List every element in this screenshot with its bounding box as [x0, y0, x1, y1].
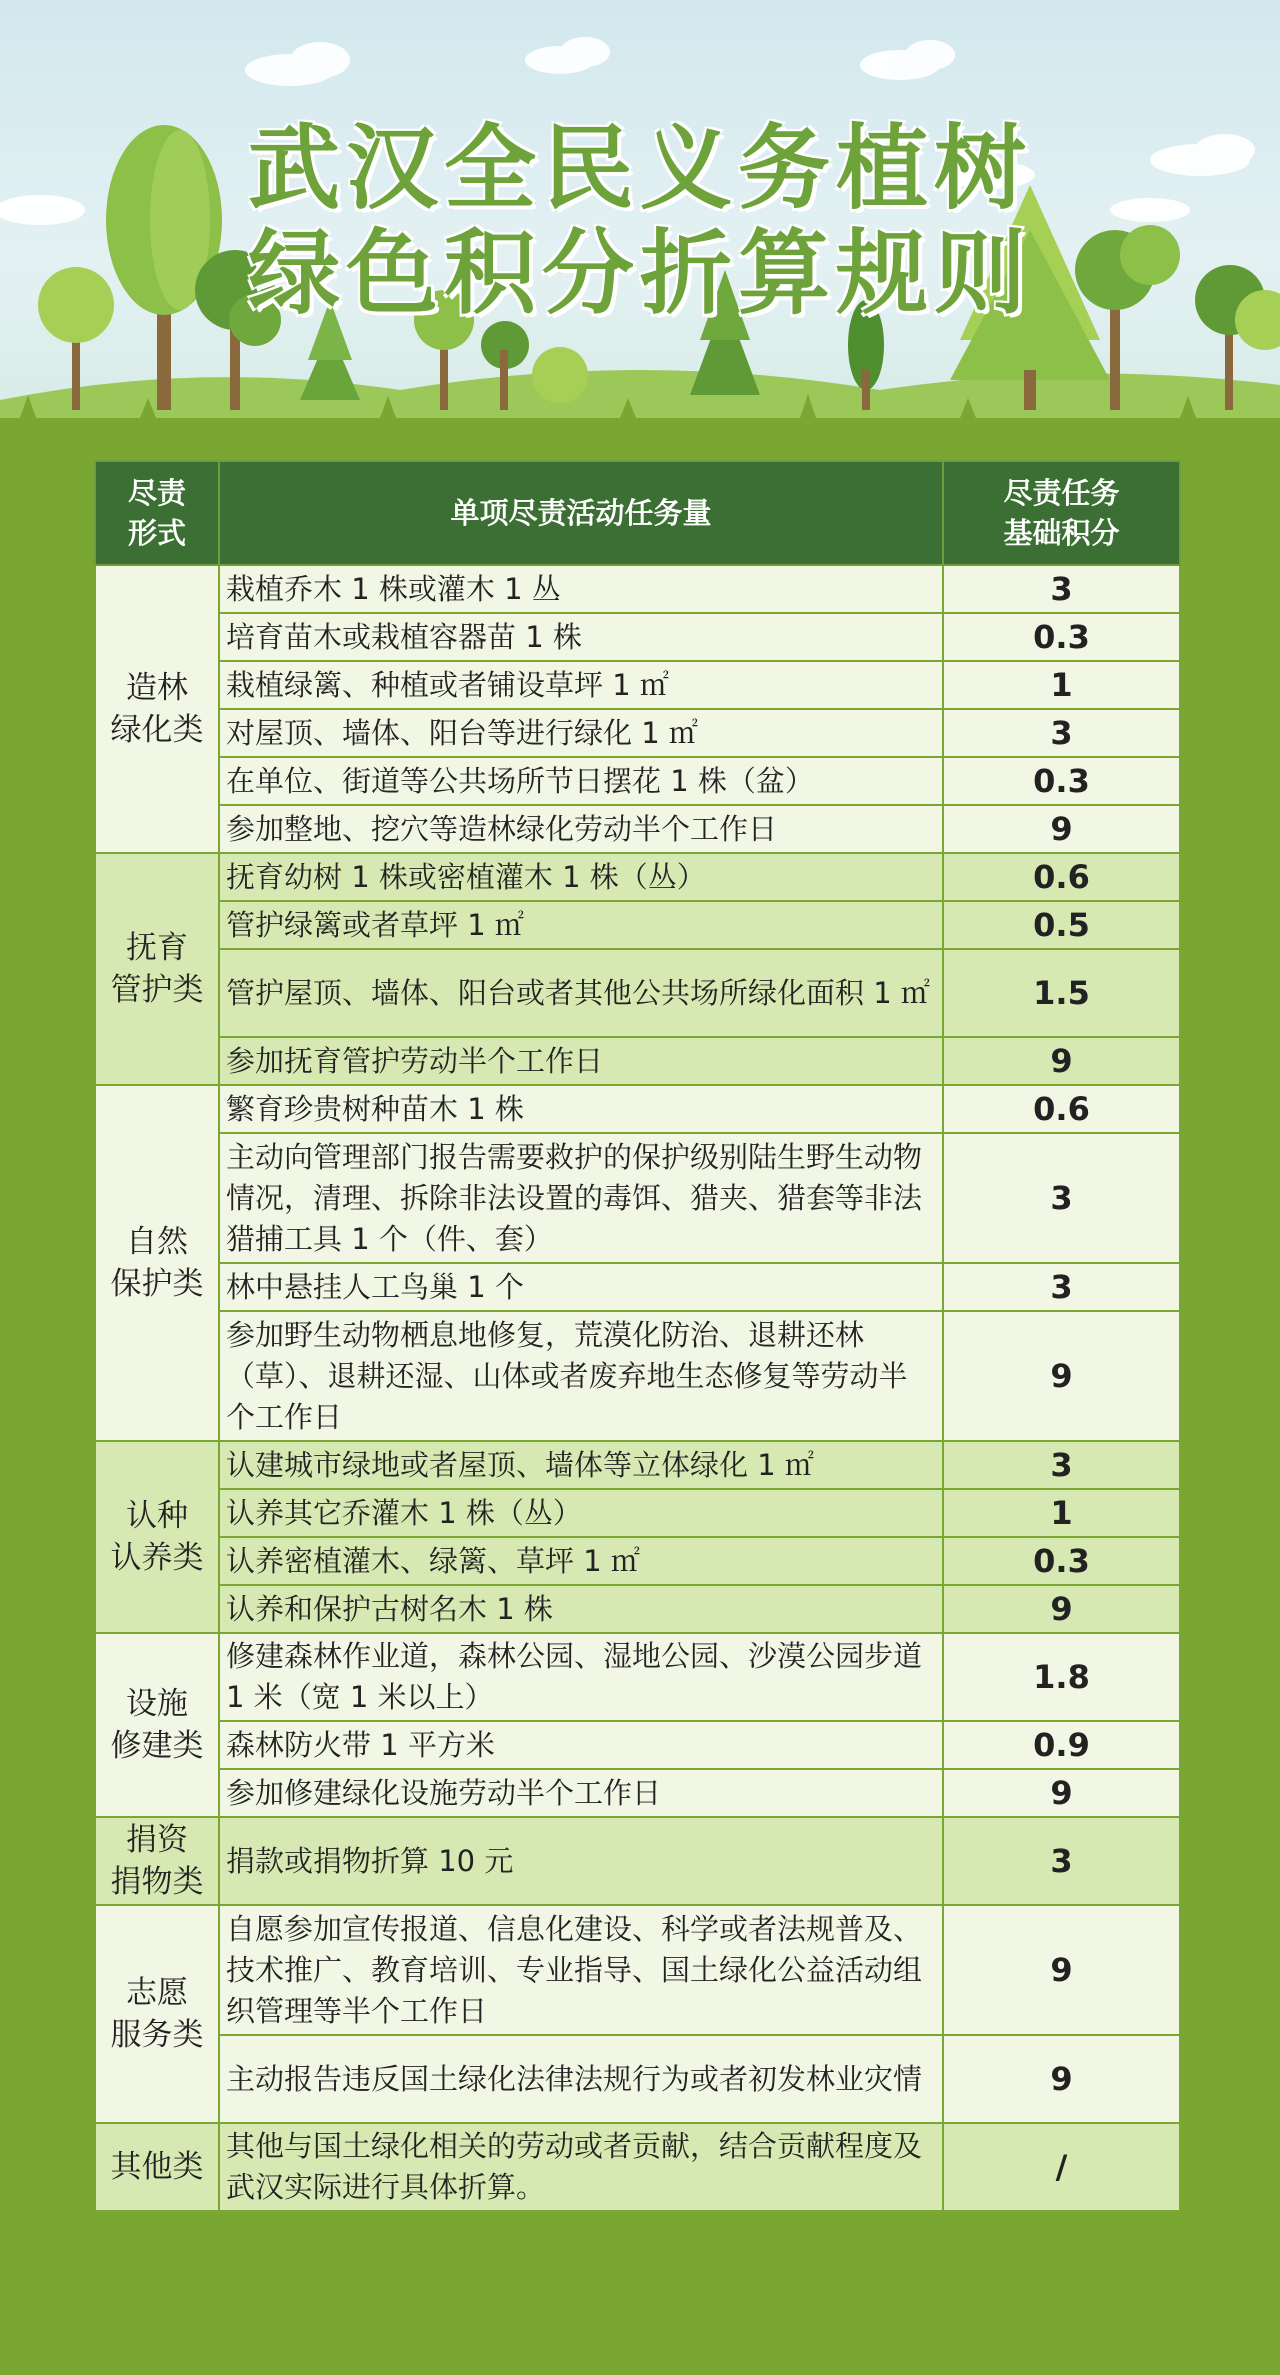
category-cell: 设施 修建类	[95, 1633, 219, 1817]
table-row	[95, 901, 1180, 949]
table-row	[95, 1769, 1180, 1817]
points-cell: 0.3	[943, 613, 1180, 661]
points-cell: 1.8	[943, 1633, 1180, 1721]
table-row	[95, 1133, 1180, 1263]
task-cell: 认养和保护古树名木 1 株	[219, 1585, 943, 1633]
task-cell: 参加抚育管护劳动半个工作日	[219, 1037, 943, 1085]
category-cell: 志愿 服务类	[95, 1905, 219, 2123]
table-row	[95, 1037, 1180, 1085]
task-cell: 培育苗木或栽植容器苗 1 株	[219, 613, 943, 661]
table-row	[95, 1085, 1180, 1133]
table-row	[95, 949, 1180, 1037]
task-cell: 林中悬挂人工鸟巢 1 个	[219, 1263, 943, 1311]
points-cell: /	[943, 2123, 1180, 2211]
points-cell: 0.5	[943, 901, 1180, 949]
points-cell: 1	[943, 661, 1180, 709]
table-row	[95, 853, 1180, 901]
table-row	[95, 1489, 1180, 1537]
table-row	[95, 757, 1180, 805]
points-cell: 3	[943, 1263, 1180, 1311]
task-cell: 栽植乔木 1 株或灌木 1 丛	[219, 565, 943, 613]
task-cell: 参加修建绿化设施劳动半个工作日	[219, 1769, 943, 1817]
table-row	[95, 661, 1180, 709]
task-cell: 森林防火带 1 平方米	[219, 1721, 943, 1769]
table-row	[95, 709, 1180, 757]
table-row	[95, 805, 1180, 853]
task-cell: 修建森林作业道，森林公园、湿地公园、沙漠公园步道 1 米（宽 1 米以上）	[219, 1633, 943, 1721]
points-cell: 1.5	[943, 949, 1180, 1037]
category-cell: 造林 绿化类	[95, 565, 219, 853]
points-cell: 3	[943, 1817, 1180, 1905]
table-row	[95, 2035, 1180, 2123]
task-cell: 繁育珍贵树种苗木 1 株	[219, 1085, 943, 1133]
task-cell: 自愿参加宣传报道、信息化建设、科学或者法规普及、技术推广、教育培训、专业指导、国土绿化公益活动组织管理等半个工作日	[219, 1905, 943, 2035]
table-body	[95, 565, 1180, 2211]
points-cell: 9	[943, 1037, 1180, 1085]
points-cell: 0.3	[943, 757, 1180, 805]
task-cell: 认建城市绿地或者屋顶、墙体等立体绿化 1 ㎡	[219, 1441, 943, 1489]
points-cell: 3	[943, 709, 1180, 757]
title-line-2: 绿色积分折算规则	[247, 220, 1032, 327]
table-row	[95, 613, 1180, 661]
table-row	[95, 565, 1180, 613]
points-cell: 3	[943, 565, 1180, 613]
category-cell: 捐资 捐物类	[95, 1817, 219, 1905]
points-cell: 9	[943, 1905, 1180, 2035]
points-cell: 0.3	[943, 1537, 1180, 1585]
points-cell: 9	[943, 2035, 1180, 2123]
category-cell: 自然 保护类	[95, 1085, 219, 1441]
table-header-row	[95, 461, 1180, 565]
points-cell: 0.6	[943, 1085, 1180, 1133]
points-cell: 3	[943, 1133, 1180, 1263]
points-cell: 0.6	[943, 853, 1180, 901]
task-cell: 栽植绿篱、种植或者铺设草坪 1 ㎡	[219, 661, 943, 709]
points-cell: 9	[943, 1769, 1180, 1817]
points-cell: 9	[943, 1311, 1180, 1441]
rules-table-wrapper	[94, 460, 1181, 2212]
header-task: 单项尽责活动任务量	[219, 461, 943, 565]
table-row	[95, 1633, 1180, 1721]
table-row	[95, 1441, 1180, 1489]
points-cell: 3	[943, 1441, 1180, 1489]
table-row	[95, 1817, 1180, 1905]
category-cell: 其他类	[95, 2123, 219, 2211]
task-cell: 抚育幼树 1 株或密植灌木 1 株（丛）	[219, 853, 943, 901]
table-row	[95, 1263, 1180, 1311]
task-cell: 捐款或捐物折算 10 元	[219, 1817, 943, 1905]
header-banner	[0, 0, 1280, 430]
task-cell: 对屋顶、墙体、阳台等进行绿化 1 ㎡	[219, 709, 943, 757]
task-cell: 参加野生动物栖息地修复，荒漠化防治、退耕还林（草）、退耕还湿、山体或者废弃地生态修复等劳动半个工作日	[219, 1311, 943, 1441]
table-row	[95, 1905, 1180, 2035]
category-cell: 认种 认养类	[95, 1441, 219, 1633]
title-line-1: 武汉全民义务植树	[247, 115, 1032, 222]
task-cell: 认养密植灌木、绿篱、草坪 1 ㎡	[219, 1537, 943, 1585]
points-cell: 1	[943, 1489, 1180, 1537]
points-cell: 0.9	[943, 1721, 1180, 1769]
task-cell: 参加整地、挖穴等造林绿化劳动半个工作日	[219, 805, 943, 853]
table-row	[95, 1585, 1180, 1633]
task-cell: 管护屋顶、墙体、阳台或者其他公共场所绿化面积 1 ㎡	[219, 949, 943, 1037]
points-cell: 9	[943, 1585, 1180, 1633]
table-row	[95, 1311, 1180, 1441]
task-cell: 主动向管理部门报告需要救护的保护级别陆生野生动物情况，清理、拆除非法设置的毒饵、猎夹、猎套等非法猎捕工具 1 个（件、套）	[219, 1133, 943, 1263]
table-row	[95, 1721, 1180, 1769]
rules-table	[94, 460, 1181, 2212]
task-cell: 在单位、街道等公共场所节日摆花 1 株（盆）	[219, 757, 943, 805]
table-row	[95, 2123, 1180, 2211]
task-cell: 主动报告违反国土绿化法律法规行为或者初发林业灾情	[219, 2035, 943, 2123]
task-cell: 管护绿篱或者草坪 1 ㎡	[219, 901, 943, 949]
table-row	[95, 1537, 1180, 1585]
category-cell: 抚育 管护类	[95, 853, 219, 1085]
header-form: 尽责 形式	[95, 461, 219, 565]
header-points: 尽责任务 基础积分	[943, 461, 1180, 565]
points-cell: 9	[943, 805, 1180, 853]
task-cell: 其他与国土绿化相关的劳动或者贡献，结合贡献程度及武汉实际进行具体折算。	[219, 2123, 943, 2211]
task-cell: 认养其它乔灌木 1 株（丛）	[219, 1489, 943, 1537]
